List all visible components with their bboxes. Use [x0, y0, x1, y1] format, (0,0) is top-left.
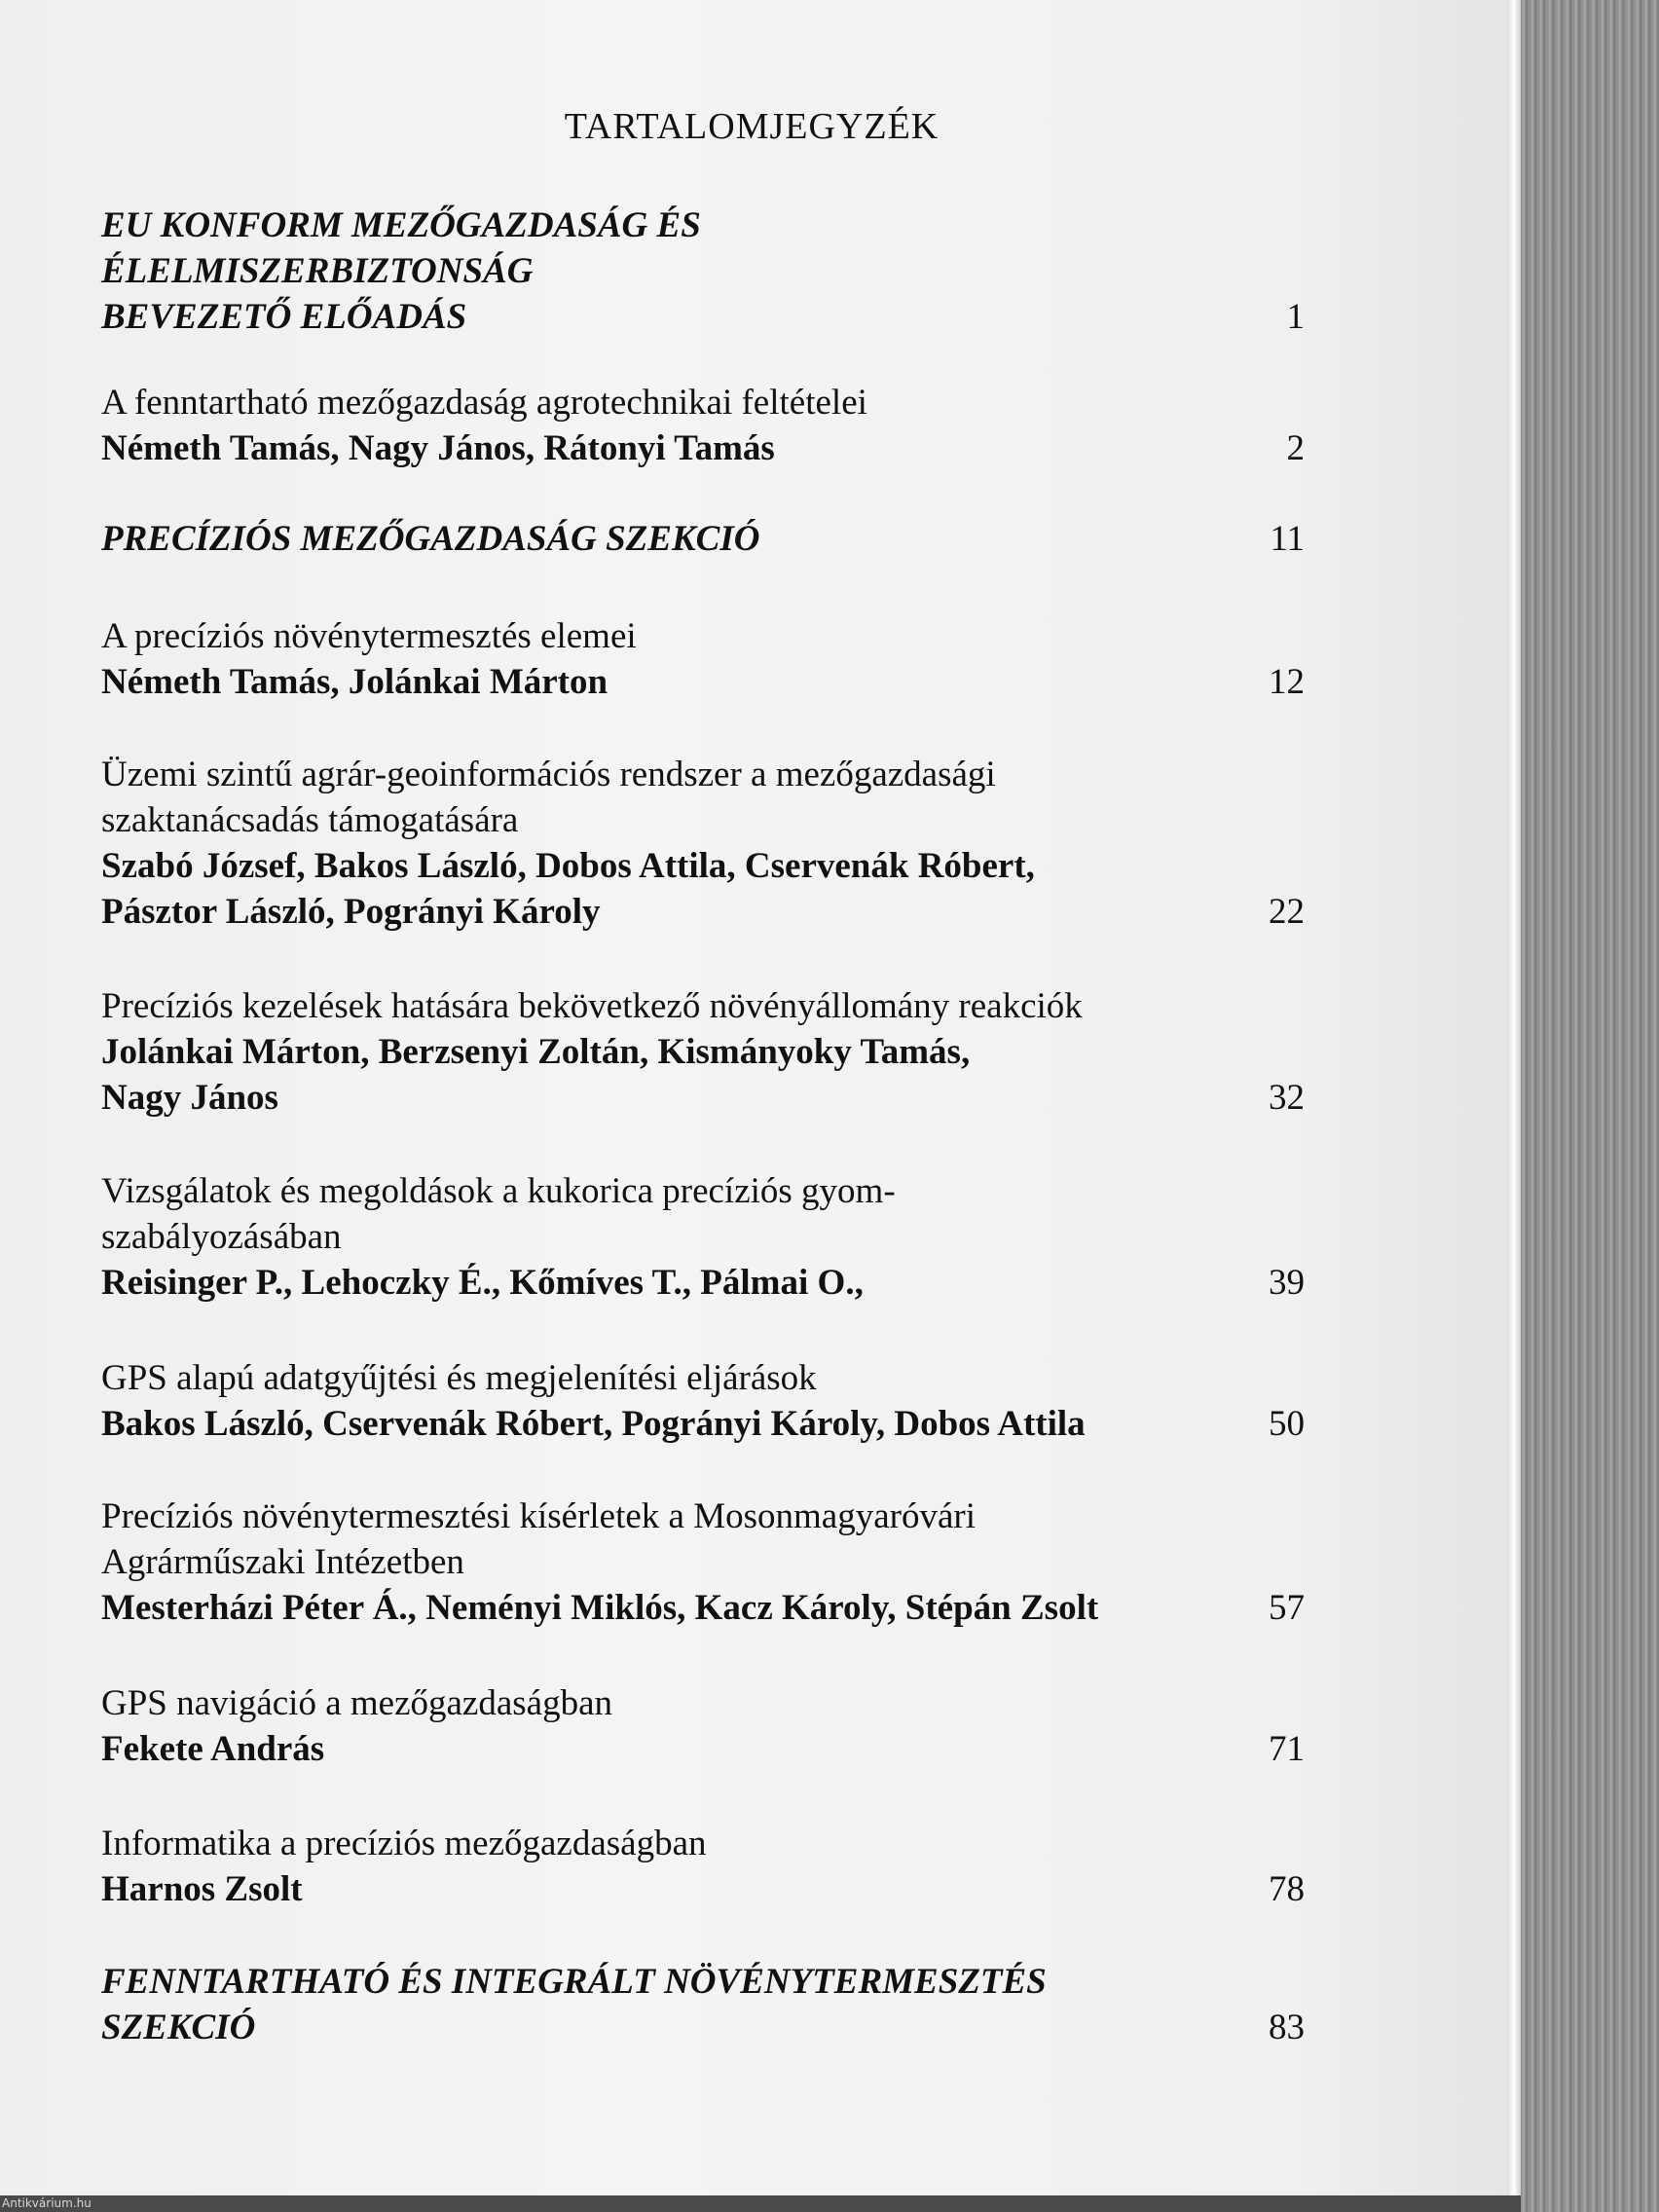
toc-entry: [101, 983, 1305, 1121]
toc-entry: [101, 1493, 1305, 1631]
toc-section-line: ÉLELMISZERBIZTONSÁG: [101, 251, 534, 291]
watermark: Antikvárium.hu: [2, 2196, 92, 2210]
toc-entry-authors: Jolánkai Márton, Berzsenyi Zoltán, Kismányoky Tamás,: [101, 1032, 971, 1072]
toc-entry-authors: Németh Tamás, Nagy János, Rátonyi Tamás: [101, 428, 775, 468]
toc-entry: [101, 613, 1305, 705]
toc-section-line: FENNTARTHATÓ ÉS INTEGRÁLT NÖVÉNYTERMESZTÉS: [101, 1962, 1047, 2002]
toc-entry-title-line: Agrárműszaki Intézetben: [101, 1542, 464, 1582]
toc-entry-authors: Nagy János: [101, 1078, 278, 1118]
toc-entry-authors: Mesterházi Péter Á., Neményi Miklós, Kacz Károly, Stépán Zsolt: [101, 1588, 1099, 1628]
toc-entry-authors: Pásztor László, Pogrányi Károly: [101, 892, 601, 932]
toc-entry-title-line: Vizsgálatok és megoldások a kukorica precíziós gyom-: [101, 1171, 896, 1211]
toc-entry-title-line: A fenntartható mezőgazdaság agrotechnikai feltételei: [101, 383, 867, 423]
toc-entry-authors: Bakos László, Cservenák Róbert, Pogrányi Károly, Dobos Attila: [101, 1404, 1086, 1444]
toc-page-number: 22: [1269, 892, 1305, 932]
toc-page-number: 12: [1269, 662, 1305, 702]
toc-page-number: 78: [1269, 1869, 1305, 1909]
toc-page-number: 83: [1269, 2008, 1305, 2047]
toc-page-number: 11: [1270, 519, 1305, 559]
toc-entry-authors: Szabó József, Bakos László, Dobos Attila, Cservenák Róbert,: [101, 846, 1035, 886]
page-title: TARTALOMJEGYZÉK: [564, 106, 940, 147]
toc-entry-title-line: Precíziós növénytermesztési kísérletek a Mosonmagyaróvári: [101, 1496, 976, 1536]
toc-section-line: PRECÍZIÓS MEZŐGAZDASÁG SZEKCIÓ: [101, 519, 760, 559]
toc-section-line: EU KONFORM MEZŐGAZDASÁG ÉS: [101, 205, 701, 245]
bottom-strip: [0, 2195, 1521, 2212]
toc-entry-title-line: A precíziós növénytermesztés elemei: [101, 616, 637, 656]
toc-entry-title-line: Üzemi szintű agrár-geoinformációs rendszer a mezőgazdasági: [101, 755, 996, 794]
toc-page-number: 71: [1269, 1729, 1305, 1769]
toc-entry: [101, 1168, 1305, 1306]
toc-page-number: 32: [1269, 1078, 1305, 1118]
toc-section-eu-konform: [101, 203, 1305, 340]
toc-entry-title-line: szabályozásában: [101, 1217, 342, 1257]
toc-entry-authors: Fekete András: [101, 1729, 325, 1769]
toc-entry: [101, 1355, 1305, 1447]
toc-page-number: 39: [1269, 1263, 1305, 1303]
toc-entry: [101, 1821, 1305, 1912]
toc-entry-title-line: Informatika a precíziós mezőgazdaságban: [101, 1824, 707, 1863]
toc-section-fenntarthato: [101, 1959, 1305, 2050]
toc-entry-title-line: Precíziós kezelések hatására bekövetkező növényállomány reakciók: [101, 986, 1083, 1026]
toc-entry-title-line: szaktanácsadás támogatására: [101, 800, 519, 840]
toc-entry-title-line: GPS alapú adatgyűjtési és megjelenítési eljárások: [101, 1358, 817, 1398]
toc-section-precizios: [101, 516, 1305, 562]
toc-page-number: 2: [1286, 428, 1305, 468]
toc-section-line: BEVEZETŐ ELŐADÁS: [101, 297, 467, 337]
toc-entry-title-line: GPS navigáció a mezőgazdaságban: [101, 1683, 613, 1723]
toc-entry: [101, 380, 1305, 471]
book-edge: [1521, 0, 1659, 2212]
toc-entry-authors: Reisinger P., Lehoczky É., Kőmíves T., Pálmai O.,: [101, 1263, 864, 1303]
toc-page-number: 1: [1286, 297, 1305, 337]
toc-entry-authors: Harnos Zsolt: [101, 1869, 303, 1909]
toc-page-number: 50: [1269, 1404, 1305, 1444]
toc-page-number: 57: [1269, 1588, 1305, 1628]
page-edge: [1507, 0, 1521, 2195]
toc-entry: [101, 752, 1305, 935]
toc-section-line: SZEKCIÓ: [101, 2008, 256, 2047]
toc-entry: [101, 1680, 1305, 1772]
toc-entry-authors: Németh Tamás, Jolánkai Márton: [101, 662, 608, 702]
